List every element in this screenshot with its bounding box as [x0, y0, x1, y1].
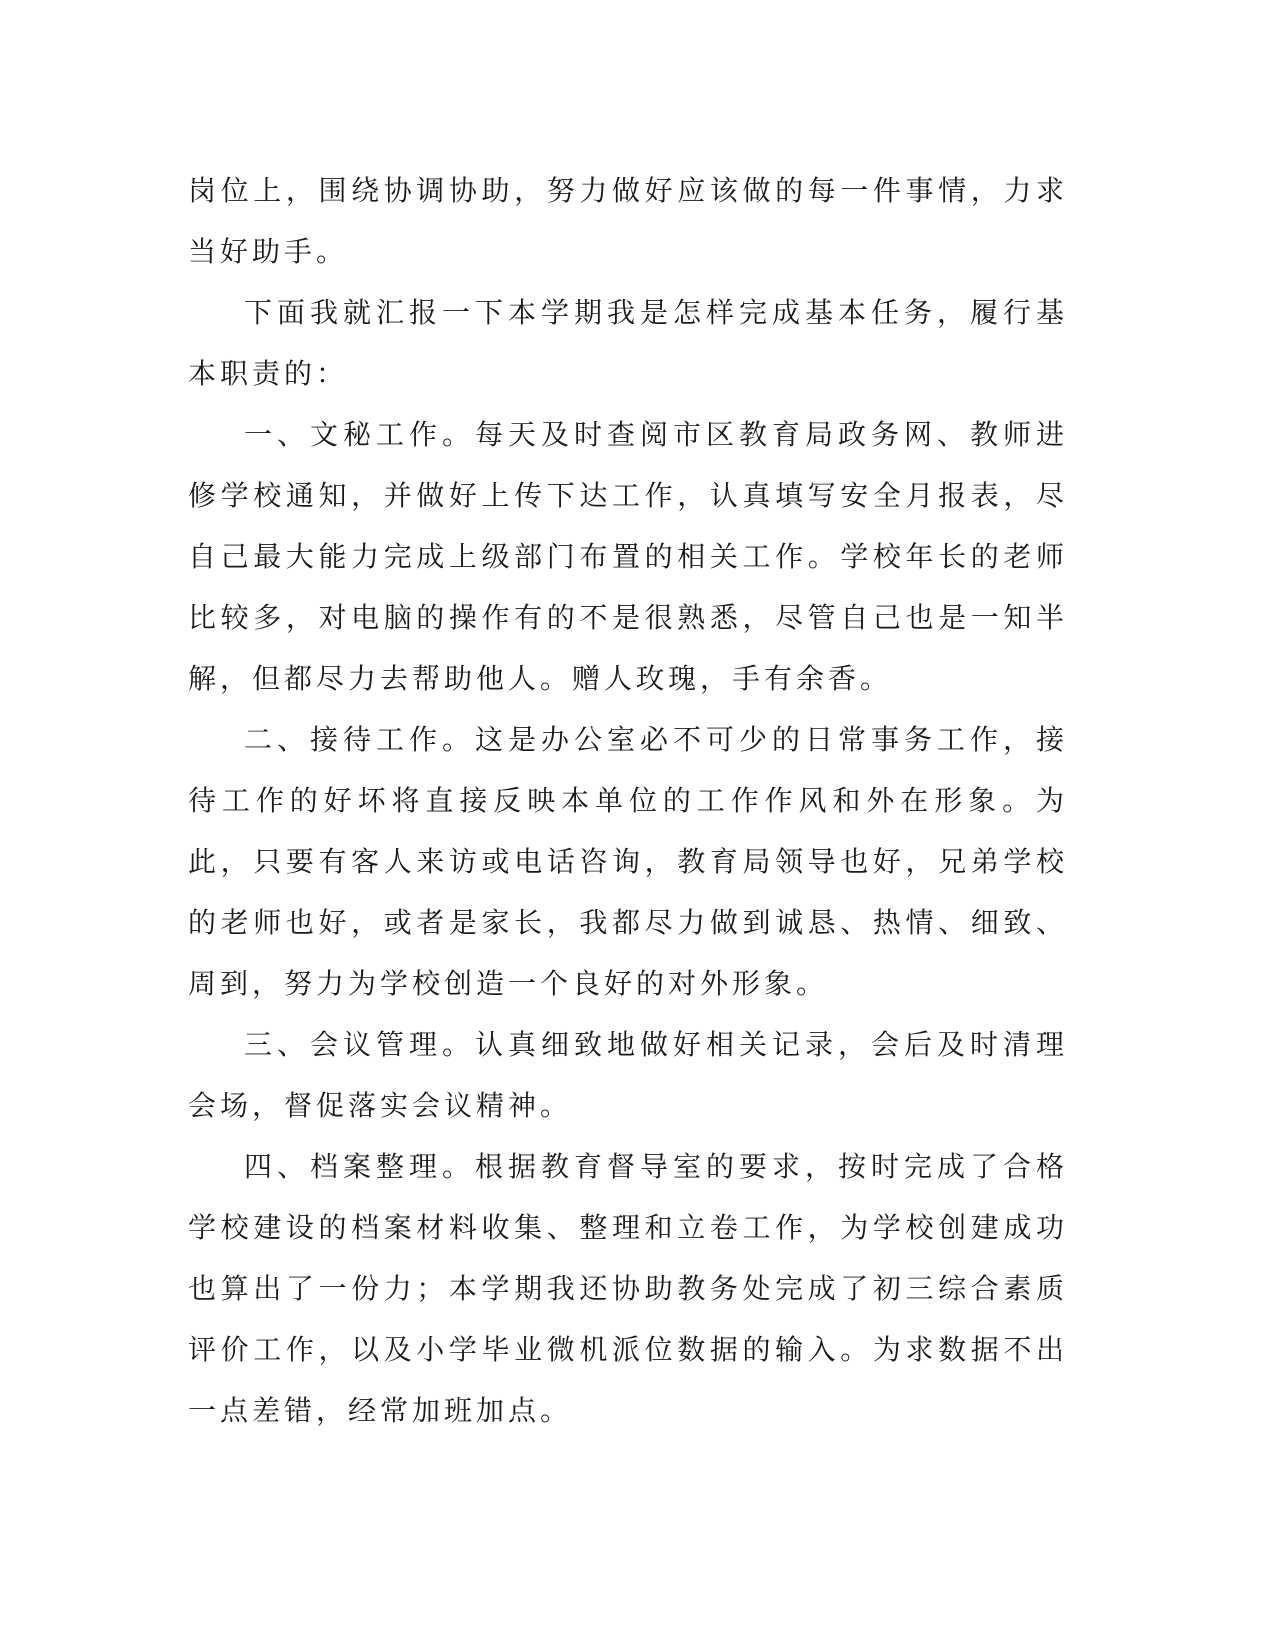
paragraph-continuation: 岗位上，围绕协调协助，努力做好应该做的每一件事情，力求当好助手。 — [188, 174, 1068, 268]
paragraph-reception-work: 二、接待工作。这是办公室必不可少的日常事务工作，接待工作的好坏将直接反映本单位的工作作风和外在形象。为此，只要有客人来访或电话咨询，教育局领导也好，兄弟学校的老师也好，或者是家长，我都尽力做到诚恳、热情、细致、周到，努力为学校创造一个良好的对外形象。 — [188, 723, 1068, 1000]
paragraph-intro: 下面我就汇报一下本学期我是怎样完成基本任务，履行基本职责的： — [188, 296, 1068, 390]
paragraph-archive-organization: 四、档案整理。根据教育督导室的要求，按时完成了合格学校建设的档案材料收集、整理和立卷工作，为学校创建成功也算出了一份力；本学期我还协助教务处完成了初三综合素质评价工作，以及小学毕业微机派位数据的输入。为求数据不出一点差错，经常加班加点。 — [188, 1150, 1068, 1427]
paragraph-secretarial-work: 一、文秘工作。每天及时查阅市区教育局政务网、教师进修学校通知，并做好上传下达工作，认真填写安全月报表，尽自己最大能力完成上级部门布置的相关工作。学校年长的老师比较多，对电脑的操作有的不是很熟悉，尽管自己也是一知半解，但都尽力去帮助他人。赠人玫瑰，手有余香。 — [188, 418, 1068, 695]
document-body — [188, 160, 1068, 1441]
paragraph-meeting-management: 三、会议管理。认真细致地做好相关记录，会后及时清理会场，督促落实会议精神。 — [188, 1028, 1068, 1122]
